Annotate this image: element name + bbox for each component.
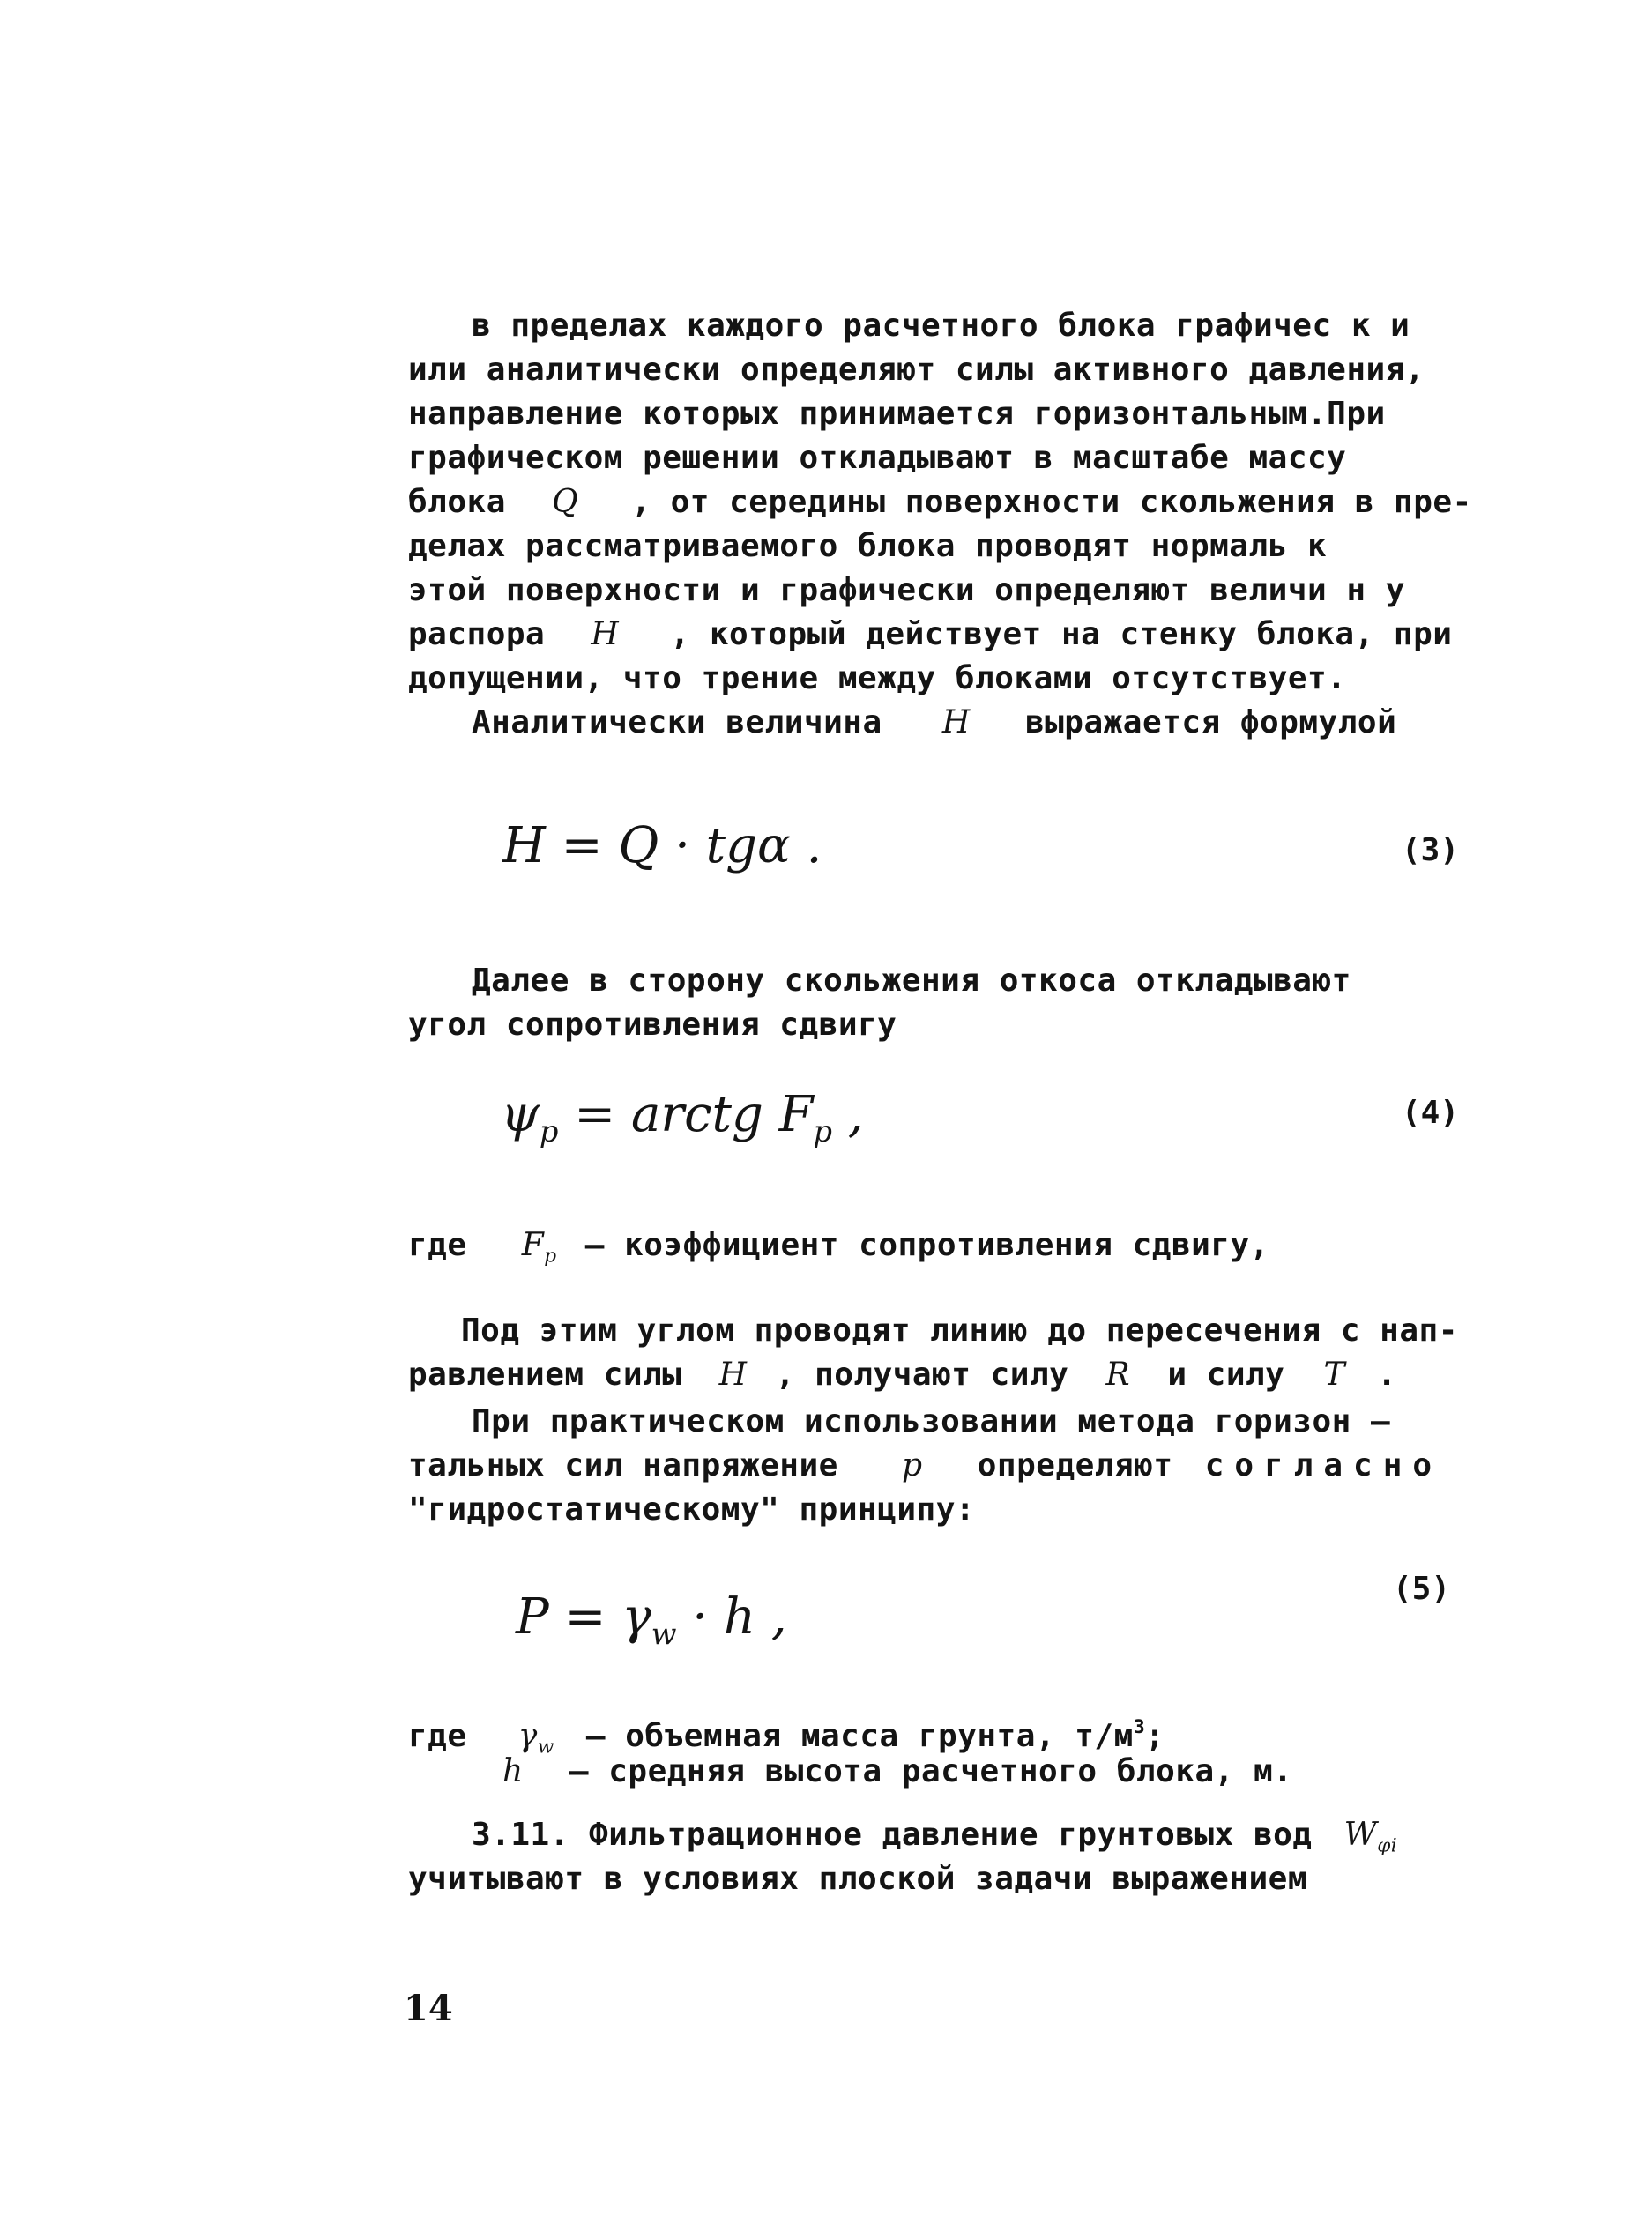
text-fragment-spaced: согласно xyxy=(1204,1447,1443,1484)
text-line xyxy=(408,480,1472,524)
text-fragment: где xyxy=(408,1227,467,1263)
formula-4-F-subscript: p xyxy=(813,1113,832,1149)
formula-5-gamma: γ xyxy=(621,1588,651,1646)
text-line xyxy=(502,1750,1292,1794)
text-line xyxy=(408,1444,1442,1488)
formula-5-gamma-subscript: w xyxy=(651,1616,677,1651)
text-fragment: выражается формулой xyxy=(1024,704,1397,740)
text-fragment: 3.11. Фильтрационное давление грунтовых вод xyxy=(472,1817,1313,1853)
formula-3: H = Q · tgα . xyxy=(502,817,822,874)
text-fragment: равлением силы xyxy=(408,1357,682,1393)
text-line: "гидростатическому" принципу: xyxy=(408,1491,976,1528)
symbol-p: p xyxy=(902,1447,923,1484)
text-line: направление которых принимается горизонтальным.При xyxy=(408,396,1386,432)
text-fragment: – объемная масса грунта, т/м xyxy=(585,1718,1134,1755)
text-fragment: . xyxy=(1377,1357,1397,1393)
superscript: 3 xyxy=(1133,1716,1146,1738)
formula-5-rest: · h , xyxy=(692,1588,787,1646)
symbol-H: H xyxy=(591,616,620,652)
text-line: При практическом использовании метода горизон – xyxy=(472,1403,1391,1439)
formula-5-P: P = xyxy=(516,1588,606,1646)
text-line: этой поверхности и графически определяют величи н у xyxy=(408,572,1405,608)
symbol-T: T xyxy=(1323,1357,1346,1393)
text-fragment: – коэффициент сопротивления сдвигу, xyxy=(584,1227,1269,1263)
formula-4-comma: , xyxy=(847,1086,864,1143)
text-fragment: , получают силу xyxy=(775,1357,1069,1393)
symbol-H: H xyxy=(718,1357,748,1393)
text-line: в пределах каждого расчетного блока графичес к и xyxy=(472,308,1410,344)
symbol-H: H xyxy=(941,704,971,740)
symbol-gamma-w: $\gamma_w$ xyxy=(517,1718,554,1759)
text-line: учитывают в условиях плоской задачи выражением xyxy=(408,1861,1307,1897)
text-fragment: Аналитически величина xyxy=(472,704,882,740)
formula-4-psi-subscript: p xyxy=(539,1113,559,1149)
formula-4 xyxy=(501,1084,864,1163)
text-line: графическом решении откладывают в масштабе массу xyxy=(408,440,1347,476)
text-fragment: распора xyxy=(408,616,546,652)
symbol-R: R xyxy=(1105,1357,1131,1393)
equation-number-5: (5) xyxy=(1393,1571,1451,1607)
text-fragment: , который действует на стенку блока, при xyxy=(670,616,1453,652)
text-fragment: блока xyxy=(408,484,506,520)
text-fragment: – средняя высота расчетного блока, м. xyxy=(569,1753,1293,1789)
text-fragment: определяют xyxy=(977,1447,1173,1484)
symbol-h: h xyxy=(502,1753,524,1789)
text-fragment: где xyxy=(408,1718,467,1755)
equation-number-3: (3) xyxy=(1402,832,1460,868)
page-number: 14 xyxy=(404,1988,453,2029)
text-fragment: тальных сил напряжение xyxy=(408,1447,838,1484)
symbol-Fp: $F_p$ xyxy=(521,1227,557,1268)
text-line: Далее в сторону скольжения откоса откладывают xyxy=(472,963,1351,999)
formula-5 xyxy=(516,1587,787,1665)
text-line: Под этим углом проводят линию до пересечения с нап- xyxy=(461,1313,1458,1349)
text-line: делах рассматриваемого блока проводят нормаль к xyxy=(408,528,1328,564)
text-line: угол сопротивления сдвигу xyxy=(408,1007,897,1043)
text-fragment: , от середины поверхности скольжения в пре- xyxy=(631,484,1472,520)
text-line xyxy=(408,1353,1396,1397)
text-line xyxy=(408,1223,1269,1279)
text-line: или аналитически определяют силы активного давления, xyxy=(408,352,1425,388)
formula-4-rhs: = arctg F xyxy=(574,1086,814,1143)
text-fragment: и силу xyxy=(1167,1357,1285,1393)
text-line xyxy=(472,701,1396,745)
text-line: допущении, что трение между блоками отсутствует. xyxy=(408,660,1347,696)
symbol-W-phi-i: $W_{\varphi i}$ xyxy=(1343,1817,1398,1857)
text-line xyxy=(408,613,1452,657)
equation-number-4: (4) xyxy=(1402,1095,1460,1131)
symbol-Q: Q xyxy=(552,484,579,520)
formula-4-psi: ψ xyxy=(501,1086,540,1143)
text-fragment: ; xyxy=(1145,1718,1165,1755)
